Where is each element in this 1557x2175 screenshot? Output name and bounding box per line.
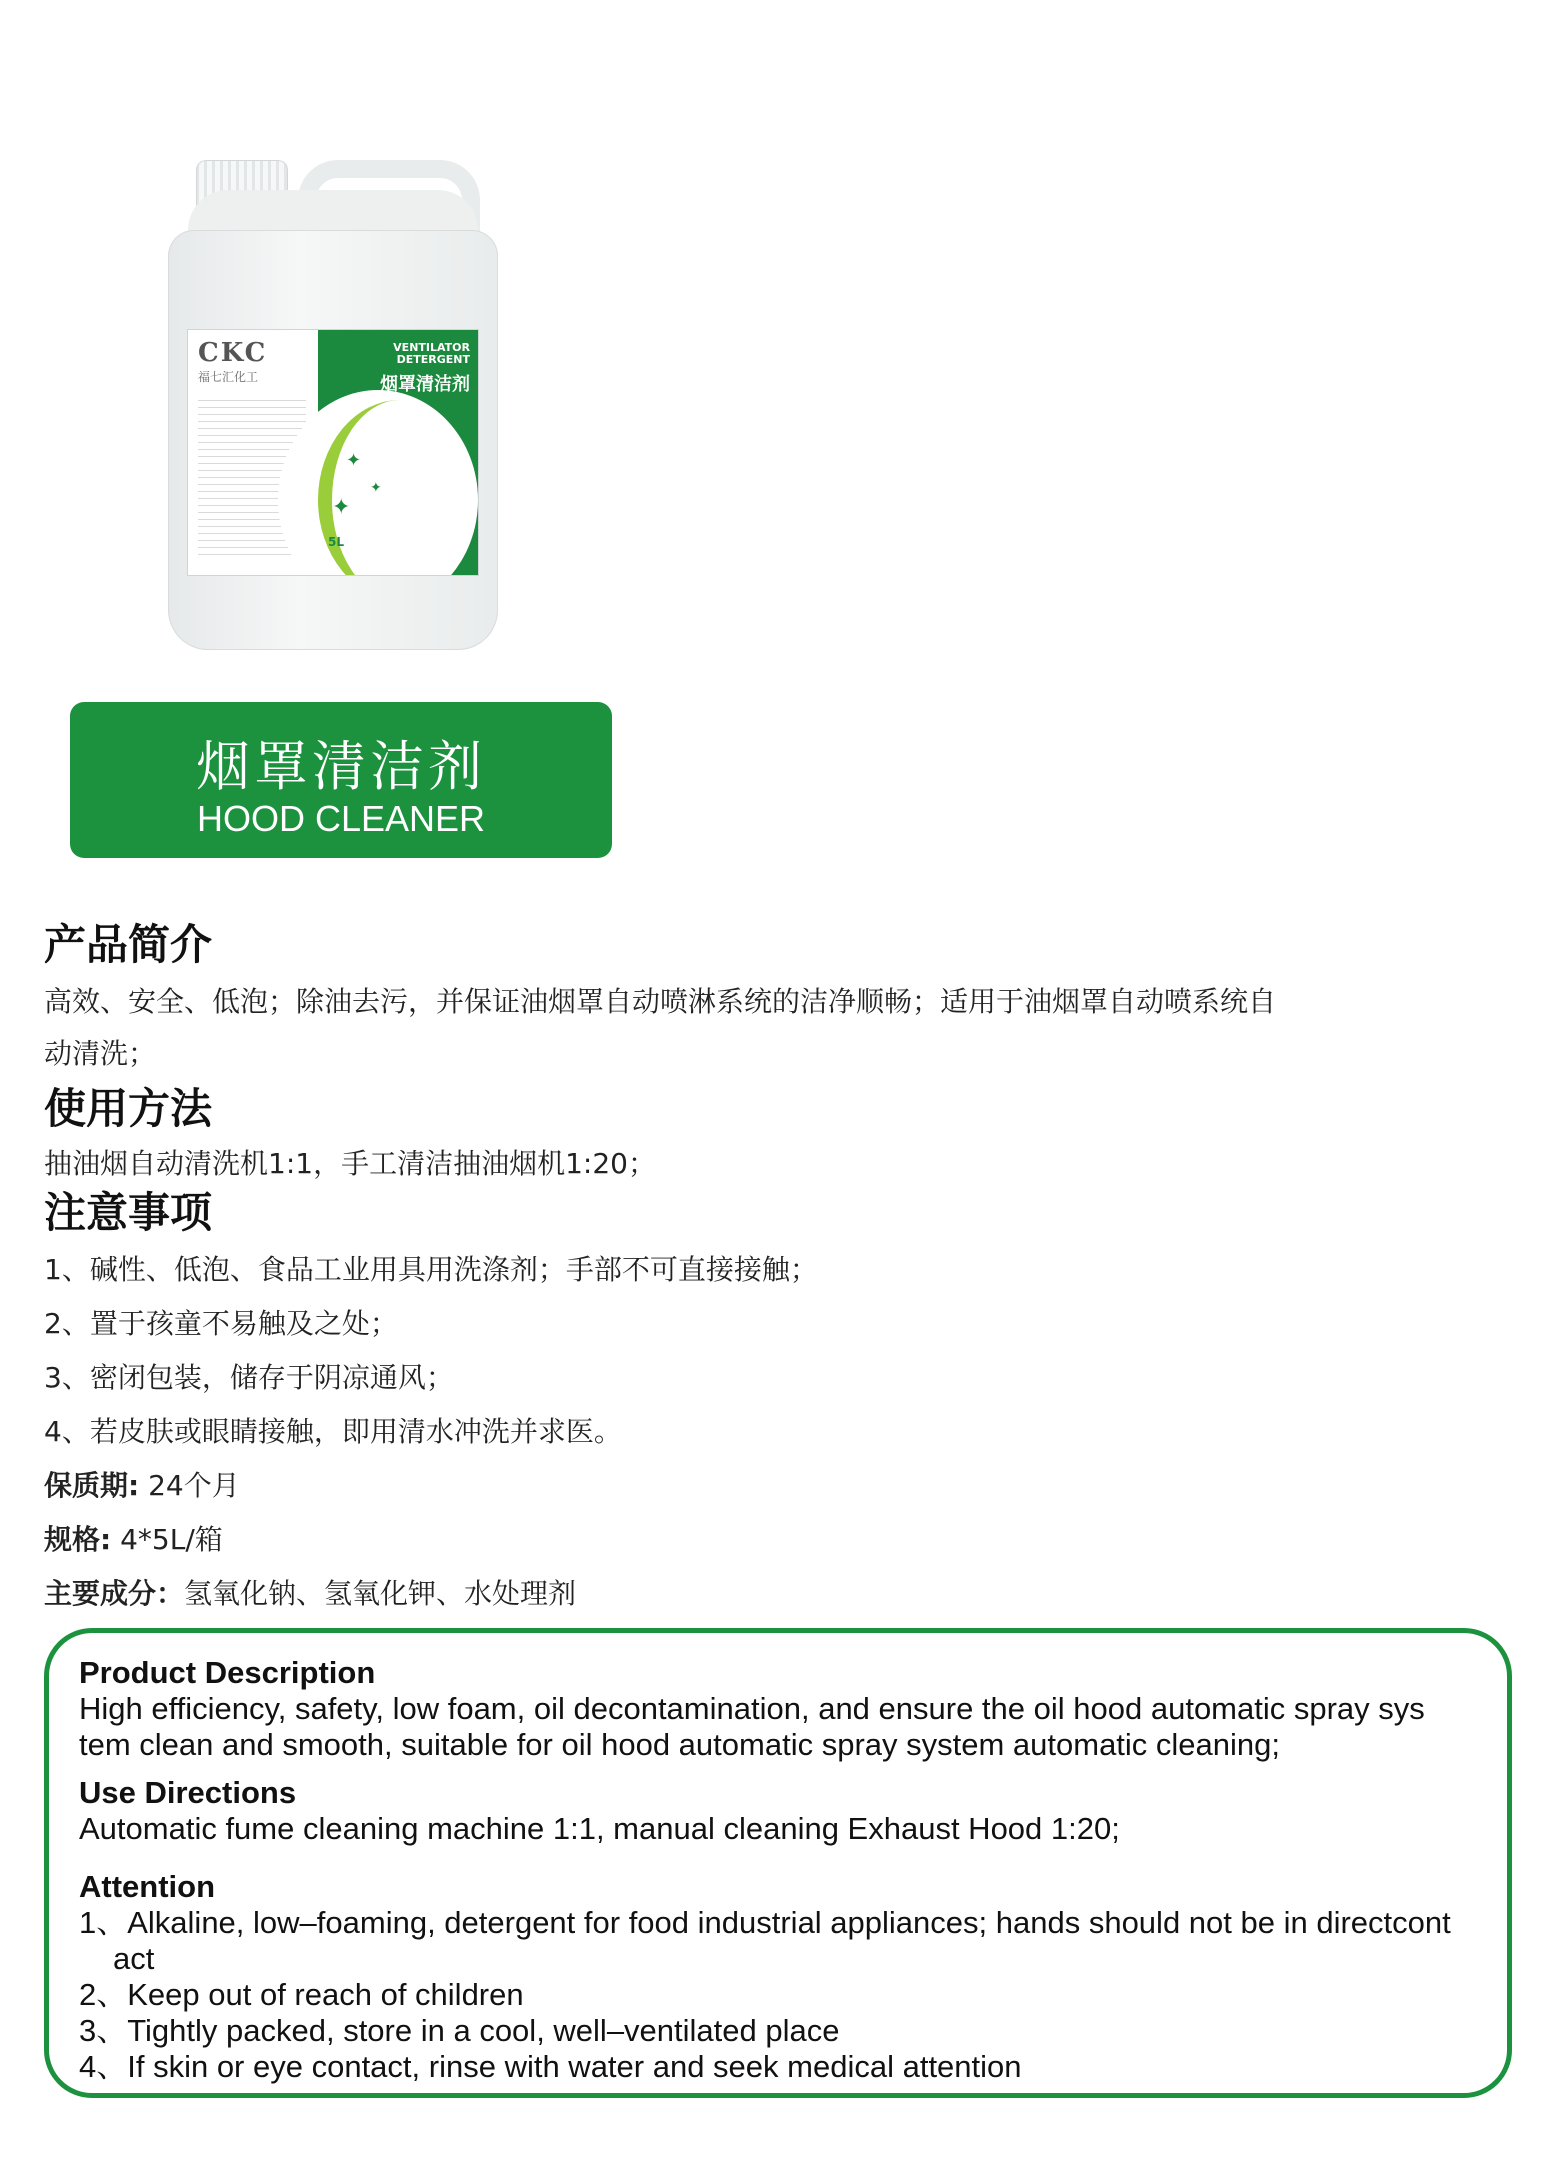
cn-notes-heading: 注意事项 bbox=[44, 1188, 213, 1237]
cn-note-item: 4、若皮肤或眼睛接触，即用清水冲洗并求医。 bbox=[44, 1415, 622, 1448]
cn-intro-line: 动清洗； bbox=[44, 1037, 157, 1070]
sparkle-icon: ✦ bbox=[346, 450, 362, 471]
en-attention-item: 2、Keep out of reach of children bbox=[79, 1977, 524, 2012]
shelf-life-value: 24个月 bbox=[139, 1469, 240, 1502]
product-jug-image bbox=[168, 160, 498, 650]
sparkle-icon: ✦ bbox=[370, 480, 382, 496]
spec-label: 规格: bbox=[44, 1523, 112, 1556]
en-usage-heading: Use Directions bbox=[79, 1775, 297, 1810]
english-info-box bbox=[44, 1628, 1512, 2098]
en-attention-heading: Attention bbox=[79, 1869, 216, 1904]
en-attention-item: 3、Tightly packed, store in a cool, well–ventilated place bbox=[79, 2013, 840, 2048]
en-attention-item: 1、Alkaline, low–foaming, detergent for food industrial appliances; hands should not be in directcont bbox=[79, 1905, 1451, 1940]
jug-label bbox=[188, 330, 478, 575]
cn-intro-heading: 产品简介 bbox=[44, 920, 213, 969]
shelf-life-label: 保质期: bbox=[44, 1469, 140, 1502]
cn-shelf-life bbox=[44, 1464, 240, 1504]
label-volume: 5L bbox=[328, 535, 344, 549]
cn-ingredients bbox=[44, 1572, 576, 1612]
en-desc-line: tem clean and smooth, suitable for oil hood automatic spray system automatic cleaning; bbox=[79, 1727, 1281, 1762]
en-attention-item-cont: act bbox=[113, 1941, 155, 1976]
cn-note-item: 2、置于孩童不易触及之处； bbox=[44, 1307, 398, 1340]
spec-value: 4*5L/箱 bbox=[111, 1523, 223, 1556]
ingredients-label: 主要成分： bbox=[44, 1577, 185, 1610]
product-title-badge bbox=[70, 702, 612, 858]
product-title-chinese: 烟罩清洁剂 bbox=[196, 735, 486, 798]
en-desc-line: High efficiency, safety, low foam, oil decontamination, and ensure the oil hood automatic spray sys bbox=[79, 1691, 1425, 1726]
brand-logo-subtitle: 福七汇化工 bbox=[198, 370, 259, 384]
label-chinese-name: 烟罩清洁剂 bbox=[380, 374, 470, 395]
cn-usage-text: 抽油烟自动清洗机1:1，手工清洁抽油烟机1:20； bbox=[44, 1147, 656, 1180]
cn-intro-line: 高效、安全、低泡；除油去污，并保证油烟罩自动喷淋系统的洁净顺畅；适用于油烟罩自动喷系统自 bbox=[44, 985, 1277, 1018]
brand-logo: CKC bbox=[198, 338, 268, 368]
cn-usage-heading: 使用方法 bbox=[44, 1084, 213, 1133]
en-usage-text: Automatic fume cleaning machine 1:1, manual cleaning Exhaust Hood 1:20; bbox=[79, 1811, 1120, 1846]
product-title-english: HOOD CLEANER bbox=[196, 798, 486, 839]
label-english-name: VENTILATOR DETERGENT bbox=[393, 341, 470, 366]
cn-spec bbox=[44, 1518, 223, 1558]
sparkle-icon: ✦ bbox=[332, 495, 351, 520]
cn-note-item: 3、密闭包装，储存于阴凉通风； bbox=[44, 1361, 454, 1394]
en-attention-item: 4、If skin or eye contact, rinse with water and seek medical attention bbox=[79, 2049, 1022, 2084]
en-desc-heading: Product Description bbox=[79, 1655, 376, 1690]
cn-note-item: 1、碱性、低泡、食品工业用具用洗涤剂；手部不可直接接触； bbox=[44, 1253, 818, 1286]
ingredients-value: 氢氧化钠、氢氧化钾、水处理剂 bbox=[184, 1577, 577, 1610]
